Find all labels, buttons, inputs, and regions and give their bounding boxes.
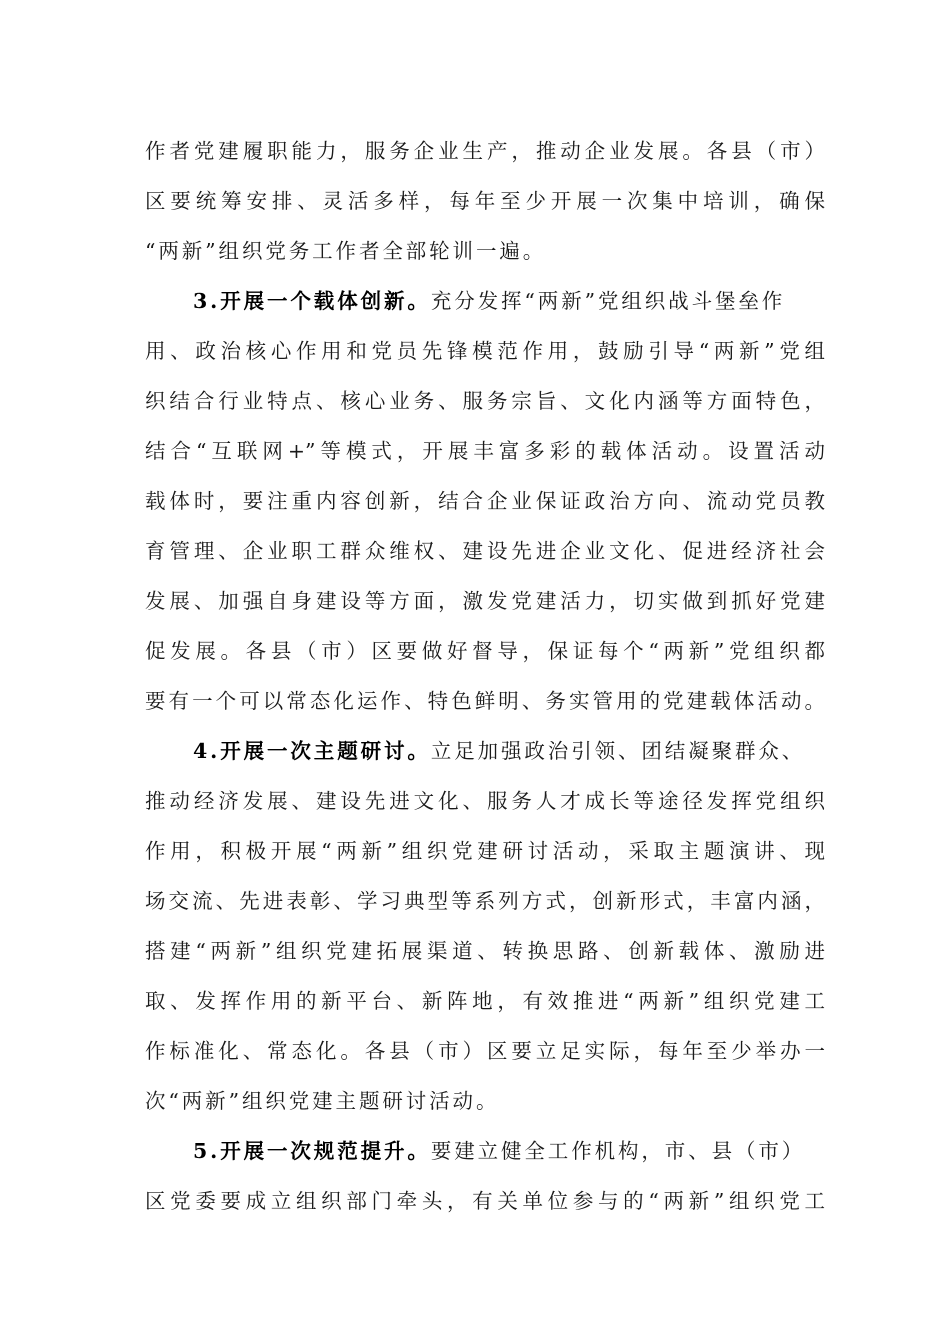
paragraph-1-line-1: 作者党建履职能力，服务企业生产，推动企业发展。各县（市） bbox=[145, 139, 825, 163]
paragraph-4-line-1-text: 要建立健全工作机构，市、县（市） bbox=[430, 1139, 806, 1163]
paragraph-2-line-7: 发展、加强自身建设等方面，激发党建活力，切实做到抓好党建 bbox=[145, 589, 825, 613]
paragraph-2-first-line bbox=[193, 286, 825, 316]
paragraph-1-line-2: 区要统筹安排、灵活多样，每年至少开展一次集中培训，确保 bbox=[145, 189, 825, 213]
paragraph-2-line-5: 载体时，要注重内容创新，结合企业保证政治方向、流动党员教 bbox=[145, 489, 825, 513]
paragraph-3-line-5: 搭建“两新”组织党建拓展渠道、转换思路、创新载体、激励进 bbox=[145, 939, 825, 963]
paragraph-3-line-1-text: 立足加强政治引领、团结凝聚群众、 bbox=[430, 739, 806, 763]
paragraph-2-line-6: 育管理、企业职工群众维权、建设先进企业文化、促进经济社会 bbox=[145, 539, 825, 563]
paragraph-3-line-6: 取、发挥作用的新平台、新阵地，有效推进“两新”组织党建工 bbox=[145, 989, 825, 1013]
section-heading-3: 3.开展一个载体创新。 bbox=[193, 289, 431, 313]
paragraph-2-line-9: 要有一个可以常态化运作、特色鲜明、务实管用的党建载体活动。 bbox=[145, 689, 825, 713]
paragraph-2-line-8: 促发展。各县（市）区要做好督导，保证每个“两新”党组织都 bbox=[145, 639, 825, 663]
paragraph-3-line-4: 场交流、先进表彰、学习典型等系列方式，创新形式，丰富内涵， bbox=[145, 889, 825, 913]
paragraph-2-line-1-text: 充分发挥“两新”党组织战斗堡垒作 bbox=[430, 289, 786, 313]
section-heading-4: 4.开展一次主题研讨。 bbox=[193, 739, 431, 763]
paragraph-3-first-line bbox=[193, 736, 825, 766]
paragraph-1-line-3: “两新”组织党务工作者全部轮训一遍。 bbox=[145, 239, 547, 263]
paragraph-3-line-3: 作用，积极开展“两新”组织党建研讨活动，采取主题演讲、现 bbox=[145, 839, 825, 863]
paragraph-2-line-2: 用、政治核心作用和党员先锋模范作用，鼓励引导“两新”党组 bbox=[145, 339, 825, 363]
paragraph-4-line-2: 区党委要成立组织部门牵头，有关单位参与的“两新”组织党工 bbox=[145, 1189, 825, 1213]
paragraph-3-line-2: 推动经济发展、建设先进文化、服务人才成长等途径发挥党组织 bbox=[145, 789, 825, 813]
paragraph-3-line-8: 次“两新”组织党建主题研讨活动。 bbox=[145, 1089, 500, 1113]
section-heading-5: 5.开展一次规范提升。 bbox=[193, 1139, 431, 1163]
paragraph-4-first-line bbox=[193, 1136, 825, 1166]
paragraph-2-line-3: 织结合行业特点、核心业务、服务宗旨、文化内涵等方面特色， bbox=[145, 389, 825, 413]
paragraph-2-line-4: 结合“互联网+”等模式，开展丰富多彩的载体活动。设置活动 bbox=[145, 439, 825, 463]
paragraph-3-line-7: 作标准化、常态化。各县（市）区要立足实际，每年至少举办一 bbox=[145, 1039, 825, 1063]
